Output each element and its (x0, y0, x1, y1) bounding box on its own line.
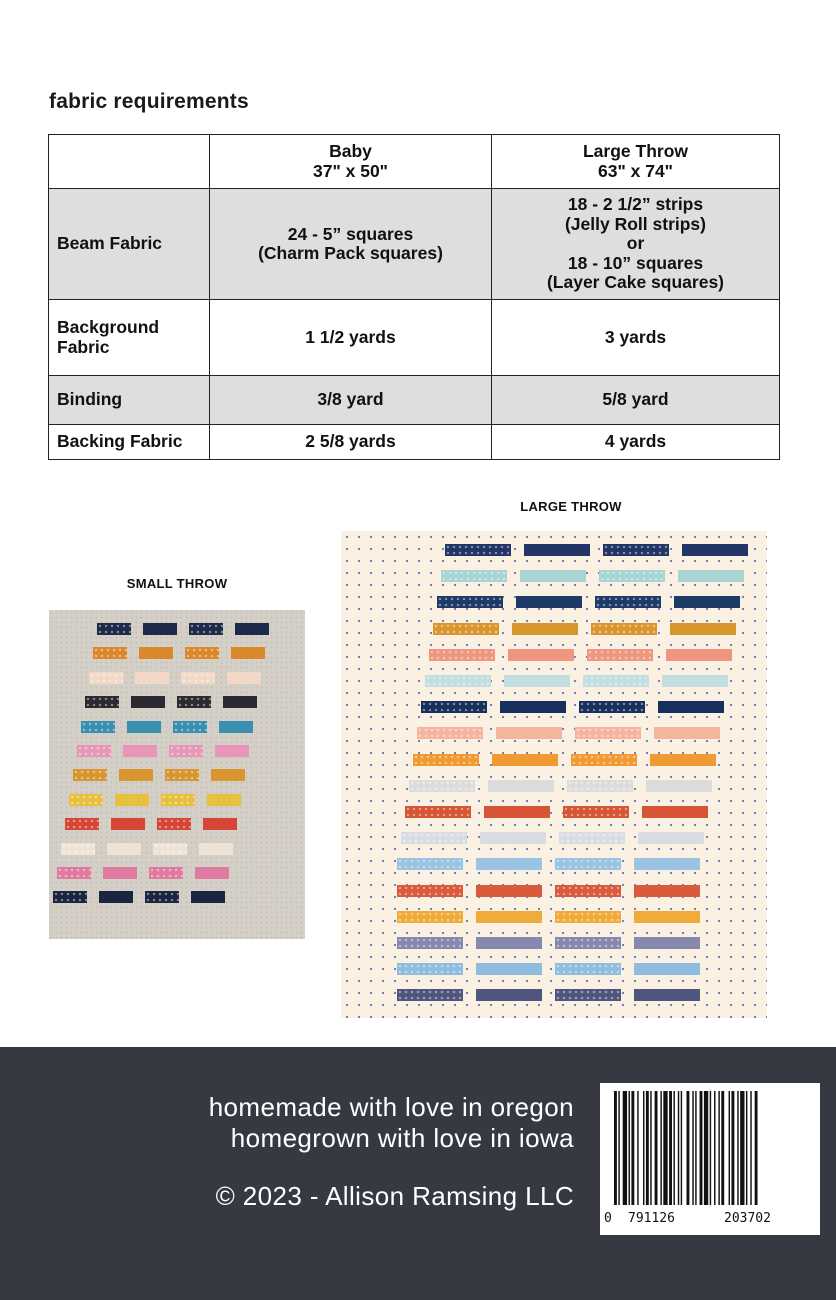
quilt-strip (591, 623, 657, 635)
quilt-strip (555, 911, 621, 923)
cell-throw: 4 yards (492, 425, 780, 460)
quilt-strip (397, 937, 463, 949)
quilt-strip (563, 806, 629, 818)
section-title: fabric requirements (49, 90, 249, 113)
barcode-digits-left: 791126 (628, 1211, 675, 1226)
barcode-bar (755, 1091, 758, 1205)
cell-throw: 18 - 2 1/2” strips (Jelly Roll strips) or 18 - 10” squares (Layer Cake squares) (492, 189, 780, 300)
quilt-strip (666, 649, 732, 661)
quilt-strip (161, 794, 195, 806)
barcode-bar (710, 1091, 711, 1205)
quilt-strip (227, 672, 261, 684)
quilt-strip (397, 963, 463, 975)
quilt-strip (583, 675, 649, 687)
quilt-strip (191, 891, 225, 903)
barcode-bar (731, 1091, 734, 1205)
quilt-strip (93, 647, 127, 659)
barcode-bar (655, 1091, 658, 1205)
quilt-strip (555, 989, 621, 1001)
barcode-bar (704, 1091, 708, 1205)
quilt-strip (157, 818, 191, 830)
quilt-strip (555, 963, 621, 975)
quilt-strip (57, 867, 91, 879)
quilt-strip (634, 989, 700, 1001)
barcode-bars (612, 1091, 808, 1205)
quilt-strip (207, 794, 241, 806)
quilt-strip (219, 721, 253, 733)
barcode-bar (695, 1091, 696, 1205)
header-baby-label: Baby (329, 141, 372, 161)
barcode (600, 1083, 820, 1235)
quilt-strip (492, 754, 558, 766)
quilt-strip (81, 721, 115, 733)
quilt-strip (504, 675, 570, 687)
header-baby (210, 135, 492, 189)
quilt-strip (500, 701, 566, 713)
quilt-strip (211, 769, 245, 781)
table-row (49, 300, 780, 376)
barcode-bar (650, 1091, 651, 1205)
quilt-strip (555, 885, 621, 897)
quilt-strip (97, 623, 131, 635)
quilt-strip (571, 754, 637, 766)
quilt-strip (215, 745, 249, 757)
quilt-strip (397, 858, 463, 870)
barcode-bar (618, 1091, 619, 1205)
table-header-row (49, 135, 780, 189)
quilt-strip (405, 806, 471, 818)
quilt-strip (587, 649, 653, 661)
quilt-strip (429, 649, 495, 661)
barcode-bar (737, 1091, 738, 1205)
quilt-strip (409, 780, 475, 792)
quilt-strip (397, 989, 463, 1001)
quilt-strip (595, 596, 661, 608)
quilt-strip (445, 544, 511, 556)
cell-baby: 24 - 5” squares (Charm Pack squares) (210, 189, 492, 300)
row-label: Beam Fabric (49, 189, 210, 300)
quilt-strip (603, 544, 669, 556)
quilt-strip (65, 818, 99, 830)
row-label: Background Fabric (49, 300, 210, 376)
quilt-strip (488, 780, 554, 792)
quilt-strip (476, 989, 542, 1001)
barcode-bar (669, 1091, 672, 1205)
quilt-strip (674, 596, 740, 608)
quilt-strip (413, 754, 479, 766)
barcode-bar (663, 1091, 667, 1205)
barcode-bar (729, 1091, 730, 1205)
quilt-strip (119, 769, 153, 781)
header-throw-label: Large Throw (582, 141, 688, 161)
quilt-strip (73, 769, 107, 781)
barcode-bar (700, 1091, 703, 1205)
quilt-strip (401, 832, 467, 844)
quilt-strip (441, 570, 507, 582)
quilt-strip (127, 721, 161, 733)
large-throw-label: LARGE THROW (520, 499, 622, 514)
barcode-bar (673, 1091, 674, 1205)
quilt-strip (139, 647, 173, 659)
row-label: Binding (49, 376, 210, 425)
quilt-strip (89, 672, 123, 684)
quilt-strip (516, 596, 582, 608)
barcode-digits-right: 203702 (724, 1211, 771, 1226)
small-throw-label: SMALL THROW (126, 576, 228, 591)
quilt-strip (634, 963, 700, 975)
quilt-strip (555, 858, 621, 870)
barcode-bar (714, 1091, 715, 1205)
quilt-strip (476, 937, 542, 949)
quilt-strip (397, 885, 463, 897)
quilt-strip (437, 596, 503, 608)
quilt-strip (181, 672, 215, 684)
quilt-strip (223, 696, 257, 708)
fabric-requirements-table (48, 134, 780, 460)
quilt-strip (189, 623, 223, 635)
quilt-strip (103, 867, 137, 879)
quilt-strip (682, 544, 748, 556)
quilt-strip (185, 647, 219, 659)
quilt-strip (678, 570, 744, 582)
quilt-strip (143, 623, 177, 635)
barcode-bar (678, 1091, 679, 1205)
quilt-strip (634, 885, 700, 897)
quilt-strip (417, 727, 483, 739)
table-row (49, 189, 780, 300)
quilt-strip (123, 745, 157, 757)
quilt-strip (173, 721, 207, 733)
quilt-strip (476, 858, 542, 870)
quilt-strip (397, 911, 463, 923)
quilt-strip (131, 696, 165, 708)
footer-line-oregon: homemade with love in oregon (208, 1092, 574, 1122)
quilt-strip (111, 818, 145, 830)
quilt-strip (662, 675, 728, 687)
cell-throw: 5/8 yard (492, 376, 780, 425)
quilt-strip (579, 701, 645, 713)
barcode-digit-first: 0 (604, 1211, 612, 1226)
quilt-strip (650, 754, 716, 766)
quilt-strip (555, 937, 621, 949)
quilt-strip (524, 544, 590, 556)
quilt-strip (149, 867, 183, 879)
quilt-strip (203, 818, 237, 830)
barcode-bar (623, 1091, 627, 1205)
quilt-strip (480, 832, 546, 844)
barcode-bar (646, 1091, 649, 1205)
quilt-strip (107, 843, 141, 855)
quilt-strip (195, 867, 229, 879)
barcode-bar (746, 1091, 747, 1205)
quilt-strip (69, 794, 103, 806)
barcode-bar (629, 1091, 630, 1205)
barcode-bar (687, 1091, 690, 1205)
quilt-strip (508, 649, 574, 661)
row-label: Backing Fabric (49, 425, 210, 460)
barcode-bar (750, 1091, 751, 1205)
quilt-strip (634, 858, 700, 870)
quilt-strip (199, 843, 233, 855)
header-baby-size: 37" x 50" (313, 160, 388, 181)
barcode-bar (718, 1091, 719, 1205)
barcode-bar (631, 1091, 634, 1205)
barcode-bar (643, 1091, 644, 1205)
quilt-strip (654, 727, 720, 739)
cell-baby: 2 5/8 yards (210, 425, 492, 460)
quilt-strip (177, 696, 211, 708)
barcode-bar (637, 1091, 638, 1205)
quilt-strip (115, 794, 149, 806)
quilt-strip (53, 891, 87, 903)
quilt-strip (476, 885, 542, 897)
quilt-strip (634, 911, 700, 923)
barcode-bar (692, 1091, 693, 1205)
cell-baby: 3/8 yard (210, 376, 492, 425)
barcode-bar (740, 1091, 744, 1205)
quilt-strip (496, 727, 562, 739)
quilt-strip (85, 696, 119, 708)
quilt-strip (153, 843, 187, 855)
cell-baby: 1 1/2 yards (210, 300, 492, 376)
quilt-strip (670, 623, 736, 635)
quilt-strip (484, 806, 550, 818)
quilt-strip (567, 780, 633, 792)
quilt-strip (61, 843, 95, 855)
barcode-bar (681, 1091, 682, 1205)
cell-throw: 3 yards (492, 300, 780, 376)
table-row (49, 425, 780, 460)
table-row (49, 376, 780, 425)
barcode-bar (721, 1091, 724, 1205)
footer-line-iowa: homegrown with love in iowa (230, 1123, 574, 1153)
quilt-strip (476, 911, 542, 923)
small-throw-quilt-image (49, 610, 305, 939)
large-throw-quilt-image (341, 531, 767, 1018)
quilt-strip (646, 780, 712, 792)
barcode-bar (660, 1091, 661, 1205)
footer-copyright: © 2023 - Allison Ramsing LLC (215, 1181, 574, 1211)
quilt-strip (559, 832, 625, 844)
quilt-strip (642, 806, 708, 818)
quilt-strip (476, 963, 542, 975)
quilt-strip (658, 701, 724, 713)
barcode-bar (614, 1091, 617, 1205)
quilt-strip (235, 623, 269, 635)
quilt-strip (421, 701, 487, 713)
quilt-strip (99, 891, 133, 903)
quilt-strip (145, 891, 179, 903)
quilt-strip (169, 745, 203, 757)
quilt-strip (512, 623, 578, 635)
quilt-strip (77, 745, 111, 757)
quilt-strip (433, 623, 499, 635)
quilt-strip (520, 570, 586, 582)
header-large-throw (492, 135, 780, 189)
quilt-strip (231, 647, 265, 659)
quilt-strip (165, 769, 199, 781)
quilt-strip (575, 727, 641, 739)
header-empty (49, 135, 210, 189)
quilt-strip (425, 675, 491, 687)
quilt-strip (599, 570, 665, 582)
quilt-strip (135, 672, 169, 684)
quilt-strip (638, 832, 704, 844)
quilt-strip (634, 937, 700, 949)
header-throw-size: 63" x 74" (598, 160, 673, 181)
